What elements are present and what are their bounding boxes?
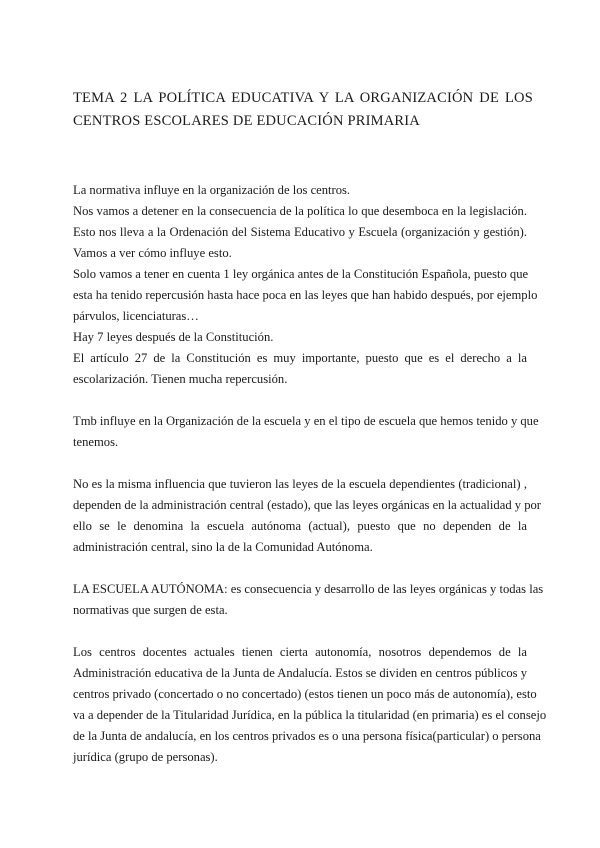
text-line: Solo vamos a tener en cuenta 1 ley orgánica antes de la Constitución Española, puesto que [73, 267, 529, 281]
text-line: de la Junta de andalucía, en los centros privados es o una persona física(particular) o persona [73, 729, 541, 743]
text-line: escolarización. Tienen mucha repercusión. [73, 372, 288, 386]
text-line: Administración educativa de la Junta de Andalucía. Estos se dividen en centros públicos y [73, 666, 527, 680]
text-line: jurídica (grupo de personas). [73, 750, 218, 764]
text-line: Hay 7 leyes después de la Constitución. [73, 330, 274, 344]
page-title: TEMA 2 LA POLÍTICA EDUCATIVA Y LA ORGANIZACIÓN DE LOS CENTROS ESCOLARES DE EDUCACIÓN PRIMARIA [73, 90, 533, 129]
text-line: párvulos, licenciaturas… [73, 309, 199, 323]
text-line: va a depender de la Titularidad Jurídica, en la pública la titularidad (en primaria) es el consejo [73, 708, 547, 722]
text-line: administración central, sino la de la Comunidad Autónoma. [73, 540, 373, 554]
text-line: ello se le denomina la escuela autónoma (actual), puesto que no dependen de la [73, 519, 527, 533]
text-line: No es la misma influencia que tuvieron las leyes de la escuela dependientes (tradicional) , [73, 477, 527, 491]
text-line: centros privado (concertado o no concertado) (estos tienen un poco más de autonomía), esto [73, 687, 537, 701]
text-line: El artículo 27 de la Constitución es muy importante, puesto que es el derecho a la [73, 351, 527, 365]
text-line: Esto nos lleva a la Ordenación del Sistema Educativo y Escuela (organización y gestión). [73, 225, 527, 239]
text-line: dependen de la administración central (estado), que las leyes orgánicas en la actualidad y por [73, 498, 541, 512]
text-line: Vamos a ver cómo influye esto. [73, 246, 232, 260]
text-line: Los centros docentes actuales tienen cierta autonomía, nosotros dependemos de la [73, 645, 527, 659]
text-line: esta ha tenido repercusión hasta hace poca en las leyes que han habido después, por ejemplo [73, 288, 538, 302]
text-line: La normativa influye en la organización de los centros. [73, 183, 351, 197]
text-line: Nos vamos a detener en la consecuencia de la política lo que desemboca en la legislación. [73, 204, 527, 218]
text-line: normativas que surgen de esta. [73, 603, 228, 617]
text-line: Tmb influye en la Organización de la escuela y en el tipo de escuela que hemos tenido y que [73, 414, 539, 428]
text-line: tenemos. [73, 435, 119, 449]
text-line: LA ESCUELA AUTÓNOMA: es consecuencia y desarrollo de las leyes orgánicas y todas las [73, 582, 544, 596]
